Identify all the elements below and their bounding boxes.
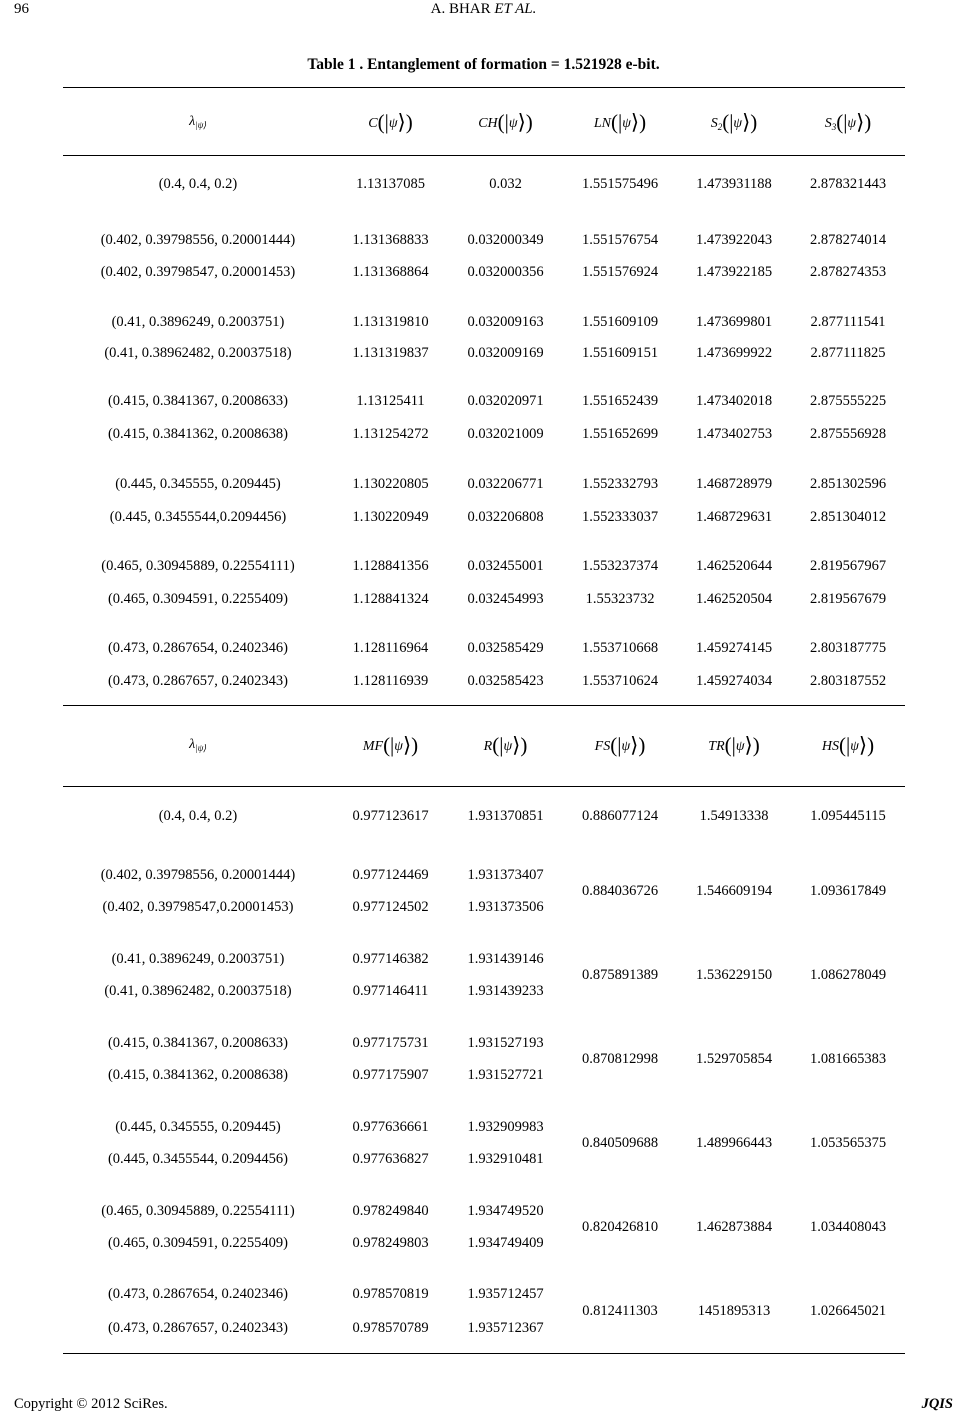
value-cell: 1.552332793: [581, 476, 659, 492]
value-cell: 1.128841324: [352, 591, 429, 607]
page-footer: [0, 1396, 967, 1414]
value-cell: 0.977636827: [352, 1151, 429, 1167]
column-header: [448, 112, 563, 132]
state-cell: (0.473, 0.2867654, 0.2402346): [107, 640, 289, 656]
ket-open: (|: [611, 110, 623, 134]
header-symbol: LN: [593, 116, 612, 131]
header-symbol: λ: [189, 737, 196, 752]
column-header: [448, 735, 563, 755]
value-cell: 1.468728979: [695, 476, 773, 492]
value-cell: 0.977146411: [352, 983, 429, 999]
value-cell: 1.128116939: [352, 673, 429, 689]
psi-symbol: ψ: [847, 116, 857, 131]
ket-open: (|: [610, 733, 622, 757]
state-cell: (0.415, 0.3841367, 0.2008633): [107, 1035, 289, 1051]
running-title-et-al: ET AL.: [494, 1, 537, 17]
value-cell: 2.877111541: [810, 314, 886, 330]
value-cell: 1.473402018: [695, 393, 773, 409]
value-cell: 1.131319810: [352, 314, 429, 330]
value-cell: 0.032206808: [467, 509, 544, 525]
table-1-header-rule: [63, 155, 905, 156]
ket-open: (|: [722, 110, 734, 134]
value-cell: 2.851304012: [809, 509, 887, 525]
column-header: [63, 112, 333, 132]
state-cell: (0.41, 0.38962482, 0.20037518): [104, 983, 292, 999]
psi-symbol: ψ: [733, 116, 743, 131]
value-cell: 1.934749520: [467, 1203, 544, 1219]
header-symbol: CH: [478, 116, 498, 131]
value-cell: 1.131368864: [352, 264, 429, 280]
value-cell: 2.875556928: [809, 426, 887, 442]
value-cell: 1.473402753: [695, 426, 773, 442]
header-symbol: λ: [189, 114, 196, 129]
value-cell: 0.978570789: [352, 1320, 429, 1336]
column-header: [63, 735, 333, 755]
value-cell: 0.977123617: [352, 808, 429, 824]
ket-close: ⟩): [397, 110, 413, 134]
state-cell: (0.473, 0.2867657, 0.2402343): [107, 1320, 289, 1336]
value-cell: 2.877111825: [810, 345, 886, 361]
value-cell: 0.977636661: [352, 1119, 429, 1135]
ket-close: ⟩): [742, 110, 758, 134]
value-cell: 0.812411303: [582, 1303, 658, 1319]
header-subscript: |ψ⟩: [195, 743, 207, 753]
value-cell: 1.931439146: [467, 951, 544, 967]
value-cell: 2.819567967: [809, 558, 887, 574]
value-cell: 0.977175731: [352, 1035, 429, 1051]
value-cell: 0.840509688: [581, 1135, 659, 1151]
value-cell: 1.462520644: [695, 558, 773, 574]
value-cell: 0.032000356: [467, 264, 544, 280]
value-cell: 0.032009163: [467, 314, 544, 330]
header-symbol: R: [483, 739, 493, 754]
state-cell: (0.4, 0.4, 0.2): [158, 808, 238, 824]
value-cell: 2.875555225: [809, 393, 887, 409]
value-cell: 1.546609194: [695, 883, 773, 899]
value-cell: 2.878274353: [809, 264, 887, 280]
ket-open: (|: [497, 110, 509, 134]
value-cell: 1.095445115: [810, 808, 886, 824]
value-cell: 2.878321443: [809, 176, 887, 192]
value-cell: 1.128116964: [352, 640, 429, 656]
value-cell: 1.931370851: [467, 808, 544, 824]
value-cell: 1.931527193: [467, 1035, 544, 1051]
ket-close: ⟩): [630, 733, 646, 757]
value-cell: 0.978570819: [352, 1286, 429, 1302]
value-cell: 1.931373407: [467, 867, 544, 883]
state-cell: (0.473, 0.2867657, 0.2402343): [107, 673, 289, 689]
value-cell: 1.462873884: [695, 1219, 773, 1235]
value-cell: 1.473922043: [695, 232, 773, 248]
ket-close: ⟩): [856, 110, 872, 134]
value-cell: 1.081665383: [809, 1051, 887, 1067]
state-cell: (0.415, 0.3841367, 0.2008633): [107, 393, 289, 409]
value-cell: 1.55323732: [585, 591, 655, 607]
header-symbol: MF: [362, 739, 384, 754]
value-cell: 0.032454993: [467, 591, 544, 607]
journal-name: JQIS: [921, 1396, 953, 1412]
state-cell: (0.445, 0.345555, 0.209445): [115, 476, 281, 492]
value-cell: 1.473922185: [695, 264, 773, 280]
value-cell: 0.870812998: [581, 1051, 659, 1067]
value-cell: 1.093617849: [809, 883, 887, 899]
page-number: 96: [14, 1, 29, 17]
ket-close: ⟩): [858, 733, 875, 757]
state-cell: (0.41, 0.3896249, 0.2003751): [111, 314, 285, 330]
psi-symbol: ψ: [508, 116, 518, 131]
value-cell: 1.931373506: [467, 899, 544, 915]
value-cell: 1.935712457: [467, 1286, 544, 1302]
table-1-bottom-rule: [63, 705, 905, 706]
header-symbol: S: [824, 116, 832, 131]
value-cell: 1.932910481: [467, 1151, 544, 1167]
value-cell: 1.54913338: [699, 808, 769, 824]
value-cell: 1.551609109: [581, 314, 659, 330]
ket-open: (|: [724, 733, 736, 757]
value-cell: 1.551652699: [581, 426, 659, 442]
value-cell: 1.459274145: [695, 640, 773, 656]
value-cell: 0.978249803: [352, 1235, 429, 1251]
value-cell: 1.489966443: [695, 1135, 773, 1151]
ket-open: (|: [383, 733, 395, 757]
value-cell: 1.931527721: [467, 1067, 544, 1083]
state-cell: (0.402, 0.39798556, 0.20001444): [100, 867, 296, 883]
value-cell: 1.551576754: [581, 232, 659, 248]
ket-close: ⟩): [402, 733, 419, 757]
value-cell: 0.977124469: [352, 867, 429, 883]
value-cell: 1.553710624: [581, 673, 659, 689]
value-cell: 1.128841356: [352, 558, 429, 574]
running-title-authors: A. BHAR: [430, 1, 491, 17]
value-cell: 0.886077124: [581, 808, 659, 824]
state-cell: (0.402, 0.39798547,0.20001453): [102, 899, 294, 915]
psi-symbol: ψ: [622, 116, 631, 131]
value-cell: 1.459274034: [695, 673, 773, 689]
state-cell: (0.465, 0.30945889, 0.22554111): [101, 1203, 295, 1219]
value-cell: 0.032020971: [467, 393, 544, 409]
value-cell: 0.032: [489, 176, 522, 192]
value-cell: 2.819567679: [809, 591, 887, 607]
table-caption: Table 1 . Entanglement of formation = 1.521928 e-bit.: [307, 56, 660, 73]
state-cell: (0.402, 0.39798556, 0.20001444): [100, 232, 296, 248]
value-cell: 1.131319837: [352, 345, 429, 361]
value-cell: 1.935712367: [467, 1320, 544, 1336]
header-subscript: 3: [831, 122, 837, 132]
state-cell: (0.415, 0.3841362, 0.2008638): [107, 426, 289, 442]
value-cell: 1.552333037: [581, 509, 659, 525]
value-cell: 0.978249840: [352, 1203, 429, 1219]
value-cell: 1.131368833: [352, 232, 429, 248]
column-header: [791, 112, 905, 132]
value-cell: 1.553710668: [581, 640, 659, 656]
value-cell: 1.551576924: [581, 264, 659, 280]
value-cell: 2.803187552: [809, 673, 887, 689]
psi-symbol: ψ: [394, 739, 403, 754]
table-1-top-rule: [63, 87, 905, 88]
column-header: [333, 735, 448, 755]
psi-symbol: ψ: [850, 739, 859, 754]
value-cell: 0.032455001: [467, 558, 544, 574]
value-cell: 1.473699801: [695, 314, 773, 330]
value-cell: 1.13137085: [356, 176, 425, 192]
value-cell: 1.551652439: [581, 393, 659, 409]
state-cell: (0.473, 0.2867654, 0.2402346): [107, 1286, 289, 1302]
state-cell: (0.4, 0.4, 0.2): [158, 176, 238, 192]
state-cell: (0.465, 0.3094591, 0.2255409): [107, 1235, 289, 1251]
column-header: [333, 112, 448, 132]
header-subscript: |ψ⟩: [195, 120, 207, 130]
state-cell: (0.402, 0.39798547, 0.20001453): [100, 264, 296, 280]
header-symbol: TR: [708, 739, 725, 754]
value-cell: 1.131254272: [352, 426, 429, 442]
state-cell: (0.415, 0.3841362, 0.2008638): [107, 1067, 289, 1083]
value-cell: 0.884036726: [581, 883, 659, 899]
value-cell: 1.468729631: [695, 509, 773, 525]
psi-symbol: ψ: [503, 739, 513, 754]
header-symbol: FS: [594, 739, 611, 754]
value-cell: 1.462520504: [695, 591, 773, 607]
value-cell: 1.086278049: [809, 967, 887, 983]
table-2-header-rule: [63, 786, 905, 787]
state-cell: (0.41, 0.3896249, 0.2003751): [111, 951, 285, 967]
value-cell: 1.026645021: [809, 1303, 887, 1319]
value-cell: 1.931439233: [467, 983, 544, 999]
state-cell: (0.465, 0.3094591, 0.2255409): [107, 591, 289, 607]
ket-close: ⟩): [744, 733, 760, 757]
value-cell: 0.032585423: [467, 673, 544, 689]
value-cell: 1451895313: [697, 1303, 771, 1319]
value-cell: 1.13125411: [356, 393, 425, 409]
header-subscript: 2: [717, 122, 723, 132]
header-symbol: S: [710, 116, 718, 131]
value-cell: 0.032009169: [467, 345, 544, 361]
state-cell: (0.465, 0.30945889, 0.22554111): [101, 558, 295, 574]
ket-open: (|: [377, 110, 389, 134]
column-header: [677, 735, 791, 755]
value-cell: 2.851302596: [809, 476, 887, 492]
state-cell: (0.445, 0.3455544, 0.2094456): [107, 1151, 289, 1167]
value-cell: 1.473931188: [696, 176, 772, 192]
value-cell: 0.032585429: [467, 640, 544, 656]
column-header: [791, 735, 905, 755]
psi-symbol: ψ: [388, 116, 398, 131]
value-cell: 0.977124502: [352, 899, 429, 915]
ket-close: ⟩): [630, 110, 647, 134]
column-header: [563, 112, 677, 132]
value-cell: 1.529705854: [695, 1051, 773, 1067]
column-header: [563, 735, 677, 755]
header-symbol: C: [368, 116, 378, 131]
value-cell: 0.032206771: [467, 476, 544, 492]
value-cell: 1.053565375: [809, 1135, 887, 1151]
value-cell: 1.130220805: [352, 476, 429, 492]
state-cell: (0.445, 0.345555, 0.209445): [115, 1119, 281, 1135]
value-cell: 2.803187775: [809, 640, 887, 656]
value-cell: 0.032021009: [467, 426, 544, 442]
psi-symbol: ψ: [735, 739, 745, 754]
value-cell: 1.551609151: [581, 345, 659, 361]
value-cell: 1.934749409: [467, 1235, 544, 1251]
state-cell: (0.445, 0.3455544,0.2094456): [109, 509, 287, 525]
ket-close: ⟩): [517, 110, 533, 134]
value-cell: 1.553237374: [581, 558, 659, 574]
value-cell: 2.878274014: [809, 232, 887, 248]
table-2-bottom-rule: [63, 1353, 905, 1354]
value-cell: 0.977146382: [352, 951, 429, 967]
header-symbol: HS: [821, 739, 840, 754]
ket-open: (|: [839, 733, 851, 757]
ket-open: (|: [492, 733, 504, 757]
ket-close: ⟩): [512, 733, 528, 757]
value-cell: 0.875891389: [581, 967, 659, 983]
value-cell: 1.130220949: [352, 509, 429, 525]
value-cell: 0.032000349: [467, 232, 544, 248]
value-cell: 0.820426810: [581, 1219, 659, 1235]
value-cell: 1.473699922: [695, 345, 773, 361]
psi-symbol: ψ: [621, 739, 631, 754]
value-cell: 1.551575496: [581, 176, 659, 192]
value-cell: 1.034408043: [809, 1219, 887, 1235]
column-header: [677, 112, 791, 132]
value-cell: 1.536229150: [695, 967, 773, 983]
state-cell: (0.41, 0.38962482, 0.20037518): [104, 345, 292, 361]
ket-open: (|: [836, 110, 848, 134]
value-cell: 1.932909983: [467, 1119, 544, 1135]
value-cell: 0.977175907: [352, 1067, 429, 1083]
copyright-notice: Copyright © 2012 SciRes.: [14, 1396, 168, 1412]
